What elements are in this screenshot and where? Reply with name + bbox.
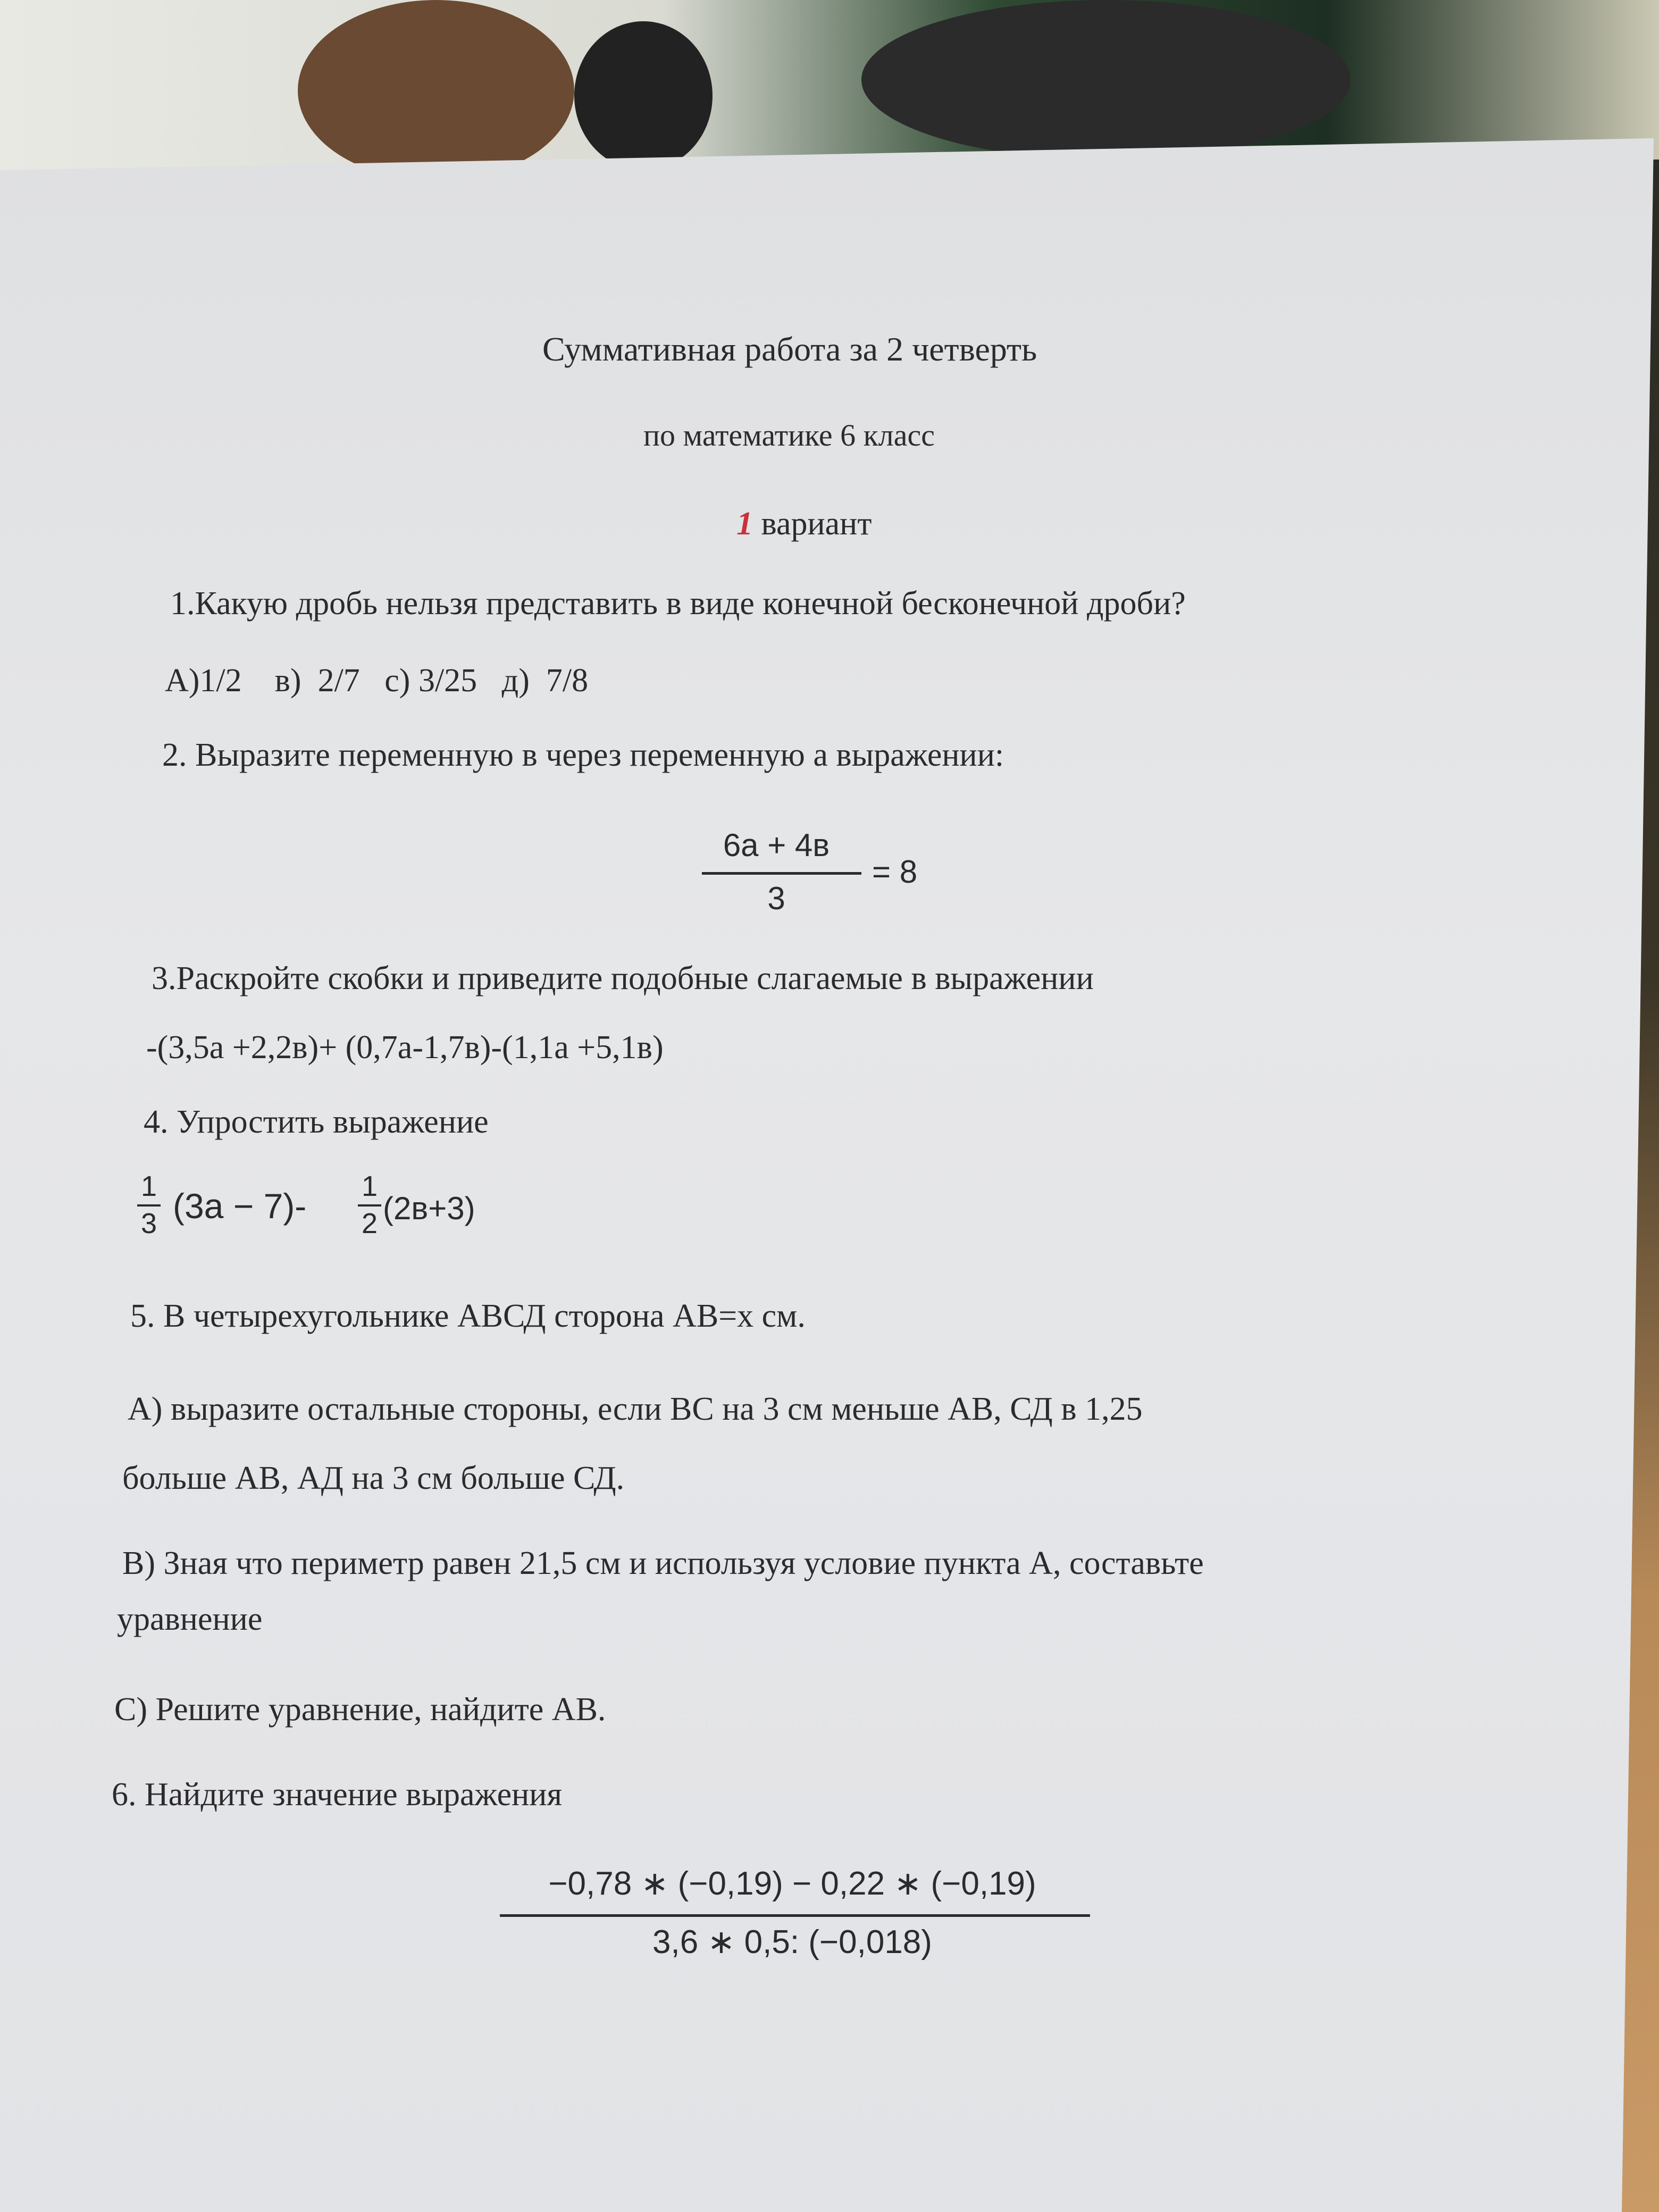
- question-4-text: 4. Упростить выражение: [144, 1104, 489, 1140]
- variant-label: [736, 505, 872, 543]
- q6-denominator: 3,6 ∗ 0,5: (−0,018): [652, 1924, 932, 1960]
- question-1-options: А)1/2 в) 2/7 с) 3/25 д) 7/8: [165, 663, 589, 699]
- q2-rhs: = 8: [872, 854, 918, 890]
- q2-numerator: 6а + 4в: [723, 827, 830, 863]
- q6-numerator: −0,78 ∗ (−0,19) − 0,22 ∗ (−0,19): [548, 1865, 1036, 1902]
- q4-frac1-num: 1: [140, 1170, 157, 1202]
- question-5b-line1: В) Зная что периметр равен 21,5 см и используя условие пункта А, составьте: [122, 1545, 1204, 1581]
- q6-fraction-bar: [500, 1914, 1090, 1917]
- q4-frac2-bar: [358, 1204, 381, 1206]
- q4-part2: (2в+3): [383, 1191, 475, 1226]
- q4-frac1-bar: [137, 1204, 161, 1206]
- variant-text: вариант: [761, 506, 872, 542]
- q2-denominator: 3: [767, 881, 785, 916]
- question-5a-line1: А) выразите остальные стороны, если ВС на 3 см меньше АВ, СД в 1,25: [128, 1391, 1143, 1427]
- q2-fraction-bar: [702, 872, 861, 875]
- student-head: [298, 0, 574, 181]
- worksheet-subtitle: по математике 6 класс: [643, 418, 935, 453]
- q4-frac2-num: 1: [361, 1170, 378, 1202]
- question-5-text: 5. В четырехугольнике АВСД сторона АВ=х см.: [130, 1298, 806, 1334]
- q4-part1: (3а − 7)-: [173, 1186, 307, 1226]
- question-1-text: 1.Какую дробь нельзя представить в виде конечной бесконечной дроби?: [170, 585, 1186, 622]
- q4-frac1-den: 3: [140, 1208, 157, 1239]
- question-5a-line2: больше АВ, АД на 3 см больше СД.: [122, 1460, 625, 1496]
- question-6-text: 6. Найдите значение выражения: [112, 1777, 562, 1813]
- question-3-expression: -(3,5а +2,2в)+ (0,7а-1,7в)-(1,1а +5,1в): [146, 1029, 664, 1066]
- worksheet-title: Суммативная работа за 2 четверть: [542, 330, 1037, 368]
- question-3-text: 3.Раскройте скобки и приведите подобные слагаемые в выражении: [152, 960, 1094, 996]
- variant-number: 1: [736, 506, 753, 542]
- student-head: [574, 21, 713, 170]
- question-2-text: 2. Выразите переменную в через переменную а выражении:: [162, 737, 1004, 773]
- q4-frac2-den: 2: [361, 1208, 378, 1239]
- student-head: [861, 0, 1351, 160]
- question-5c-line: С) Решите уравнение, найдите АВ.: [114, 1691, 606, 1728]
- question-5b-line2: уравнение: [117, 1601, 263, 1637]
